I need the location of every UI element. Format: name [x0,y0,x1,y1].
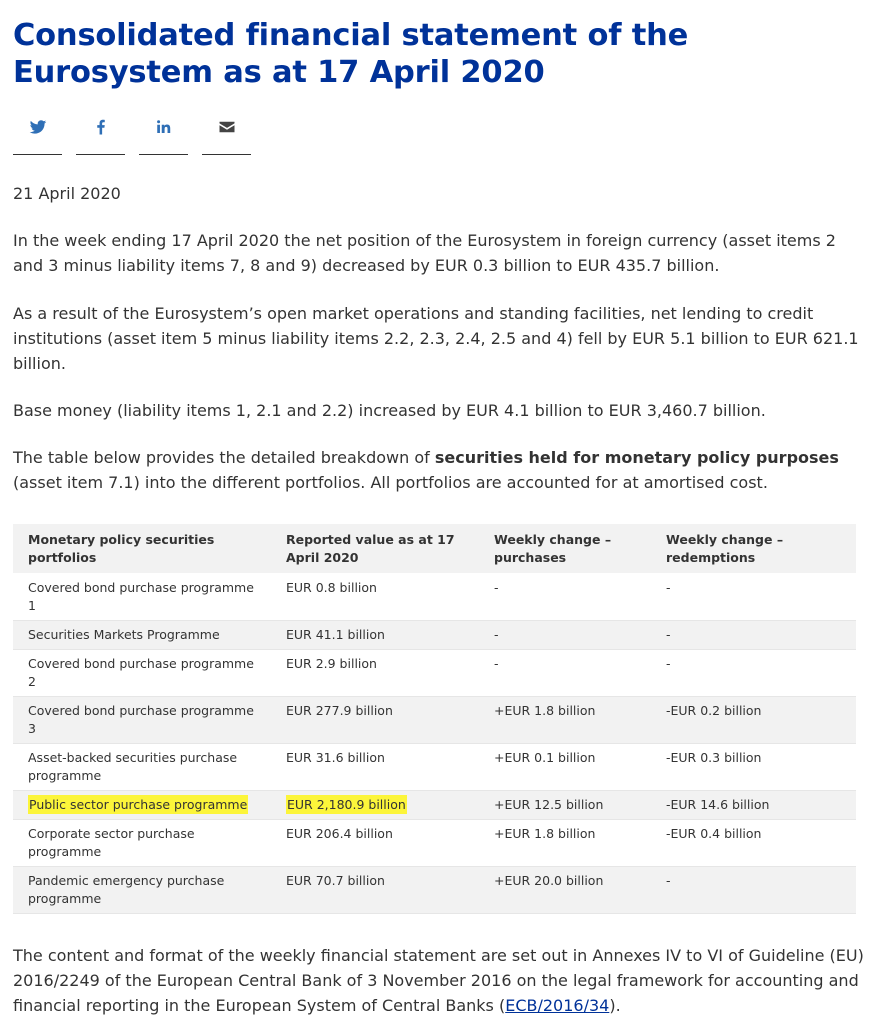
cell-value: EUR 70.7 billion [271,867,479,914]
cell-purchases: - [479,621,651,650]
header-portfolios: Monetary policy securities portfolios [13,524,271,574]
table-row-highlighted [13,791,856,820]
cell-redemptions: -EUR 0.3 billion [651,744,856,791]
table-intro-bold: securities held for monetary policy purposes [434,448,839,467]
cell-value: EUR 2.9 billion [271,650,479,697]
highlight-portfolio: Public sector purchase programme [29,797,248,812]
table-row [13,697,856,744]
share-facebook-button[interactable] [76,114,125,155]
cell-purchases: +EUR 1.8 billion [479,697,651,744]
cell-value: EUR 206.4 billion [271,820,479,867]
share-linkedin-button[interactable] [139,114,188,155]
securities-table [13,524,856,914]
cell-redemptions: - [651,621,856,650]
ecb-guideline-link[interactable]: ECB/2016/34 [505,996,610,1015]
cell-portfolio: Asset-backed securities purchase programme [13,744,271,791]
cell-portfolio: Covered bond purchase programme 3 [13,697,271,744]
cell-redemptions: -EUR 14.6 billion [651,791,856,820]
paragraph-table-intro [13,445,866,495]
guideline-text: The content and format of the weekly financial statement are set out in Annexes IV to VI of Guideline (EU) 2016/2249 of the European Central Bank of 3 November 2016 on the legal framework for accounting and financial reporting in the European System of Central Banks ( [13,946,864,1015]
paragraph-net-lending: As a result of the Eurosystem’s open market operations and standing facilities, net lending to credit institutions (asset item 5 minus liability items 2.2, 2.3, 2.4, 2.5 and 4) fell by EUR 5.1 billion to EUR 621.1 billion. [13,304,859,373]
highlight-value: EUR 2,180.9 billion [287,797,406,812]
table-intro-text-end: (asset item 7.1) into the different portfolios. All portfolios are accounted for at amortised cost. [13,473,768,492]
guideline-text-end: ). [609,996,621,1015]
table-row [13,650,856,697]
twitter-icon [29,118,47,136]
paragraph-base-money: Base money (liability items 1, 2.1 and 2.2) increased by EUR 4.1 billion to EUR 3,460.7 billion. [13,401,766,420]
table-row [13,744,856,791]
email-icon [218,118,236,136]
table-row [13,820,856,867]
share-twitter-button[interactable] [13,114,62,155]
cell-purchases: - [479,574,651,621]
cell-redemptions: - [651,574,856,621]
cell-portfolio: Pandemic emergency purchase programme [13,867,271,914]
table-intro-text: The table below provides the detailed breakdown of [13,448,435,467]
page-title: Consolidated financial statement of the Eurosystem as at 17 April 2020 [13,18,689,90]
facebook-icon [92,118,110,136]
cell-purchases: +EUR 12.5 billion [479,791,651,820]
cell-portfolio: Covered bond purchase programme 1 [13,574,271,621]
cell-portfolio [13,791,271,820]
cell-purchases: +EUR 1.8 billion [479,820,651,867]
table-header-row [13,524,856,574]
cell-value: EUR 0.8 billion [271,574,479,621]
cell-purchases: +EUR 0.1 billion [479,744,651,791]
cell-redemptions: - [651,867,856,914]
cell-portfolio: Covered bond purchase programme 2 [13,650,271,697]
cell-value: EUR 277.9 billion [271,697,479,744]
cell-purchases: +EUR 20.0 billion [479,867,651,914]
cell-redemptions: - [651,650,856,697]
header-weekly-redemptions: Weekly change – redemptions [651,524,856,574]
cell-portfolio: Corporate sector purchase programme [13,820,271,867]
cell-redemptions: -EUR 0.4 billion [651,820,856,867]
cell-value: EUR 41.1 billion [271,621,479,650]
cell-value: EUR 31.6 billion [271,744,479,791]
header-reported-value: Reported value as at 17 April 2020 [271,524,479,574]
linkedin-icon [155,118,173,136]
table-row [13,621,856,650]
cell-purchases: - [479,650,651,697]
share-bar [13,114,866,156]
cell-portfolio: Securities Markets Programme [13,621,271,650]
cell-value [271,791,479,820]
header-weekly-purchases: Weekly change – purchases [479,524,651,574]
table-row [13,867,856,914]
paragraph-foreign-currency: In the week ending 17 April 2020 the net position of the Eurosystem in foreign currency (asset items 2 and 3 minus liability items 7, 8 and 9) decreased by EUR 0.3 billion to EUR 435.7 billion. [13,231,836,275]
table-row [13,574,856,621]
paragraph-guideline [13,943,866,1018]
publication-date: 21 April 2020 [13,184,121,203]
share-email-button[interactable] [202,114,251,155]
cell-redemptions: -EUR 0.2 billion [651,697,856,744]
